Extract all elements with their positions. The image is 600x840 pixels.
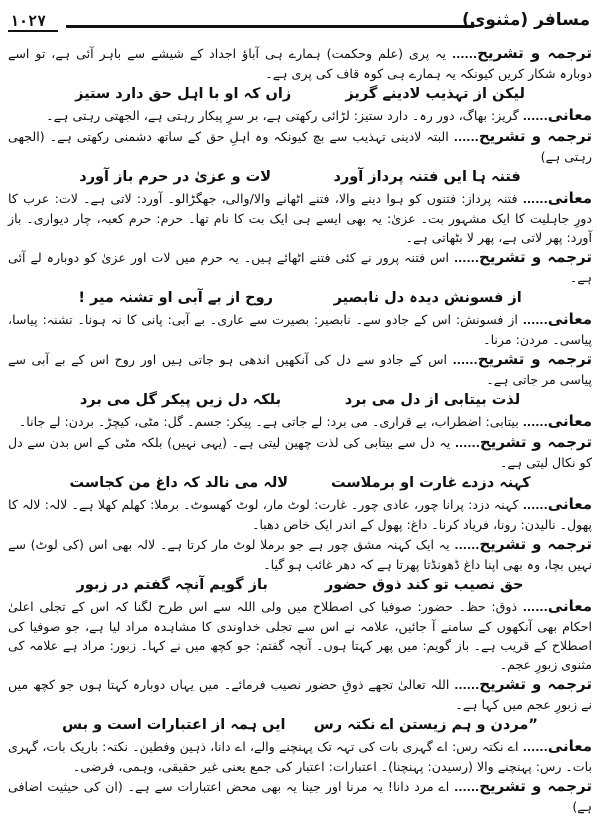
section-label-text: ترجمہ و تشریح	[479, 675, 592, 693]
page-number: ۱۰۲۷	[10, 12, 47, 30]
meanings-paragraph	[8, 737, 592, 776]
label-dots: ......	[522, 741, 548, 754]
verse-hemistich-left: بلکہ دل زیں پیکر گل می برد	[79, 392, 282, 408]
section-label	[454, 535, 592, 553]
section-label-text: ترجمہ و تشریح	[477, 44, 592, 62]
page-number-rule	[8, 30, 58, 32]
section-label	[523, 106, 592, 124]
section-label	[454, 248, 592, 266]
verse-couplet	[48, 473, 552, 494]
paragraph-text: یہ دل سے بیتابی کی لذت چھین لیتی ہے۔ (یہی نہیں) بلکہ مٹی کے اس بدن سے دل کو نکال لیتی ہے۔	[8, 435, 592, 470]
paragraph-text: گریز: بھاگ، دور رہ۔ دارد ستیز: لڑائی رکھتی ہے، بر سرِ پیکار رہتی ہے، الجھتی رہتی ہے۔	[46, 108, 519, 123]
section-label-text: معانی	[547, 737, 592, 755]
meanings-paragraph	[8, 106, 592, 126]
label-dots: ......	[454, 539, 480, 552]
translation-paragraph	[8, 675, 592, 714]
paragraph-text: از فسونش: اس کے جادو سے۔ نابصیر: بصیرت سے عاری۔ بے آبی: پانی کا نہ ہونا۔ تشنہ: پیاسا، پیاسی۔ مردن: مرنا۔	[8, 312, 592, 347]
paragraph-text: کہنہ دزد: پرانا چور، عادی چور۔ غارت: لوٹ مار، لوٹ کھسوٹ۔ برملا: کھلم کھلا ہے۔ لالہ: لالہ کا پھول۔ نالیدن: رونا، فریاد کرنا۔ داغ: پھول کے اندر ایک خاص دھبا۔	[8, 497, 592, 532]
translation-paragraph	[8, 535, 592, 574]
paragraph-text: فتنہ پرداز: فتنوں کو ہوا دینے والا، فتنے اٹھانے والا/والی، جھگڑالو۔ آورد: لاتی ہے۔ لات: عرب کا دورِ جاہلیت کا ایک مشہور بت۔ عزیٰ: یہ بھی ایسے ہی ایک بت کا نام تھا۔ حرم: حرم کعبہ، چار دیواری۔ باز آورد: پھر لاتی ہے، پھر لا بٹھاتی ہے۔	[8, 191, 592, 245]
verse-hemistich-right: ”مردن و ہم زیستن اے نکتہ رس	[313, 717, 538, 733]
meanings-paragraph	[8, 412, 592, 432]
label-dots: ......	[522, 601, 548, 614]
paragraph-text: اس کے جادو سے دل کی آنکھیں اندھی ہو جاتی ہیں اور روح اس کے بے آبی سے پیاسی مر جاتی ہے۔	[8, 352, 592, 387]
section-label	[455, 433, 592, 451]
section-label	[523, 495, 592, 513]
label-dots: ......	[522, 110, 548, 123]
paragraph-text: اے مرد دانا! یہ مرنا اور جینا یہ بھی محض اعتبارات سے ہے۔ (ان کی حیثیت اضافی ہے)	[8, 779, 592, 814]
section-label-text: ترجمہ و تشریح	[478, 127, 592, 145]
meanings-paragraph	[8, 597, 592, 674]
verse-hemistich-left: باز گویم آنچہ گفتم در زبور	[76, 577, 268, 593]
section-label-text: معانی	[547, 189, 592, 207]
section-label-text: معانی	[547, 310, 592, 328]
paragraph-text: اللہ تعالیٰ تجھے ذوقِ حضور نصیب فرمائے۔ میں یہاں دوبارہ کہتا ہوں جو کچھ میں نے زبورِ عجم میں کہا ہے۔	[8, 677, 592, 712]
verse-couplet	[48, 715, 552, 736]
label-dots: ......	[453, 252, 480, 265]
verse-hemistich-right: لیکن از تہذیب لادینے گریز	[345, 86, 525, 102]
section-label-text: ترجمہ و تشریح	[477, 350, 592, 368]
verse-hemistich-right: کہنہ دزدے غارت او برملاست	[330, 475, 531, 491]
verse-couplet	[48, 84, 552, 105]
paragraph-text: اس فتنہ پرور نے کئی فتنے اٹھائے ہیں۔ یہ حرم میں لات اور عزیٰ کو دوبارہ لے آئی ہے۔	[8, 250, 592, 285]
label-dots: ......	[454, 437, 480, 450]
section-label	[454, 777, 592, 795]
verse-couplet	[48, 575, 552, 596]
translation-paragraph	[8, 433, 592, 472]
paragraph-text: ذوق: حظ۔ حضور: صوفیا کی اصطلاح میں ولی اللہ سے اس طرح لگنا کہ اس کے تجلی اعلیٰ احکام بھی آنکھوں کے سامنے آ جائیں، علامہ نے اس سے تجلی خداوندی کا مشاہدہ مراد لیا ہے، جو صوفیا کی اصطلاح کے قریب ہے۔ باز گویم: میں پھر کہتا ہوں۔ آنچہ گفتم: جو کچھ میں نے کہا۔ زبور: مراد ہے علامہ کی مثنوی زبورِ عجم۔	[8, 599, 592, 672]
verse-hemistich-left: زاں کہ او با اہل حق دارد ستیز	[75, 86, 292, 102]
translation-paragraph	[8, 44, 592, 83]
section-label-text: معانی	[547, 106, 592, 124]
section-label	[523, 412, 592, 430]
label-dots: ......	[522, 416, 548, 429]
translation-paragraph	[8, 350, 592, 389]
translation-paragraph	[8, 127, 592, 166]
translation-paragraph	[8, 248, 592, 287]
label-dots: ......	[454, 781, 480, 794]
section-label-text: ترجمہ و تشریح	[479, 535, 593, 553]
verse-hemistich-right: لذت بیتابی از دل می برد	[344, 392, 521, 408]
verse-hemistich-right: فتنہ ہا ایں فتنہ پرداز آورد	[333, 169, 521, 185]
verse-hemistich-right: حق نصیب تو کند ذوق حضور	[324, 577, 524, 593]
verse-hemistich-left: روح از بے آبی او تشنہ میر !	[78, 290, 273, 306]
verse-hemistich-right: از فسونش دیدہ دل نابصیر	[333, 290, 522, 306]
header-rule	[66, 25, 474, 28]
section-label-text: معانی	[547, 412, 592, 430]
verse-couplet	[48, 390, 552, 411]
paragraph-text: البتہ لادینی تہذیب سے بچ کیونکہ وہ اہلِ حق کے ساتھ دشمنی رکھتی ہے۔ (الجھی رہتی ہے)	[8, 129, 592, 164]
section-label	[452, 44, 592, 62]
label-dots: ......	[453, 131, 479, 144]
section-label-text: ترجمہ و تشریح	[479, 433, 593, 451]
section-label	[523, 597, 592, 615]
verse-hemistich-left: لالہ می نالد کہ داغ من کجاست	[69, 475, 289, 491]
label-dots: ......	[522, 499, 548, 512]
section-label-text: ترجمہ و تشریح	[479, 777, 592, 795]
verse-hemistich-left: ایں ہمہ از اعتبارات است و بس	[62, 717, 286, 733]
verse-couplet	[48, 167, 552, 188]
meanings-paragraph	[8, 310, 592, 349]
paragraph-text: اے نکتہ رس: اے گہری بات کی تہہ تک پہنچنے والے، اے دانا، ذہین وفطین۔ نکتہ: باریک بات، گہری بات۔ رس: پہنچنے والا (رسیدن: پہنچنا)۔ اعتبارات: اعتبار کی جمع یعنی غیر حقیقی، وہمی، فرضی۔	[8, 739, 592, 774]
section-label	[454, 675, 592, 693]
page-body	[8, 44, 592, 817]
running-title: مسافر (مثنوی)	[461, 10, 590, 30]
paragraph-text: یہ پری (علم وحکمت) ہمارے ہی آباؤ اجداد کے شیشے سے باہر آئی ہے، تو اسے دوبارہ شکار کریں کیونکہ یہ ہمارے ہی کوہ قاف کی پری ہے۔	[8, 46, 592, 81]
section-label	[523, 737, 592, 755]
page-header	[6, 8, 594, 38]
meanings-paragraph	[8, 189, 592, 247]
section-label	[523, 189, 592, 207]
translation-paragraph	[8, 777, 592, 816]
label-dots: ......	[522, 193, 548, 206]
label-dots: ......	[454, 679, 480, 692]
section-label	[454, 127, 592, 145]
section-label	[453, 350, 592, 368]
section-label	[523, 310, 592, 328]
verse-hemistich-left: لات و عزیٰ در حرم باز آورد	[79, 169, 272, 185]
section-label-text: معانی	[547, 495, 592, 513]
verse-couplet	[48, 288, 552, 309]
label-dots: ......	[452, 354, 478, 367]
label-dots: ......	[522, 314, 548, 327]
section-label-text: معانی	[547, 597, 592, 615]
meanings-paragraph	[8, 495, 592, 534]
section-label-text: ترجمہ و تشریح	[479, 248, 592, 266]
paragraph-text: یہ ایک کہنہ مشق چور ہے جو برملا لوٹ مار کرتا ہے۔ لالہ بھی اس (کی لوٹ) سے نہیں بچا، وہ بھی اپنا داغ ڈھونڈتا پھرتا ہے کہ دھر غائب ہو گیا۔	[8, 537, 592, 572]
label-dots: ......	[451, 48, 478, 61]
paragraph-text: بیتابی: اضطراب، بے قراری۔ می برد: لے جاتی ہے۔ پیکر: جسم۔ گل: مٹی، کیچڑ۔ بردن: لے جانا۔	[18, 414, 519, 429]
